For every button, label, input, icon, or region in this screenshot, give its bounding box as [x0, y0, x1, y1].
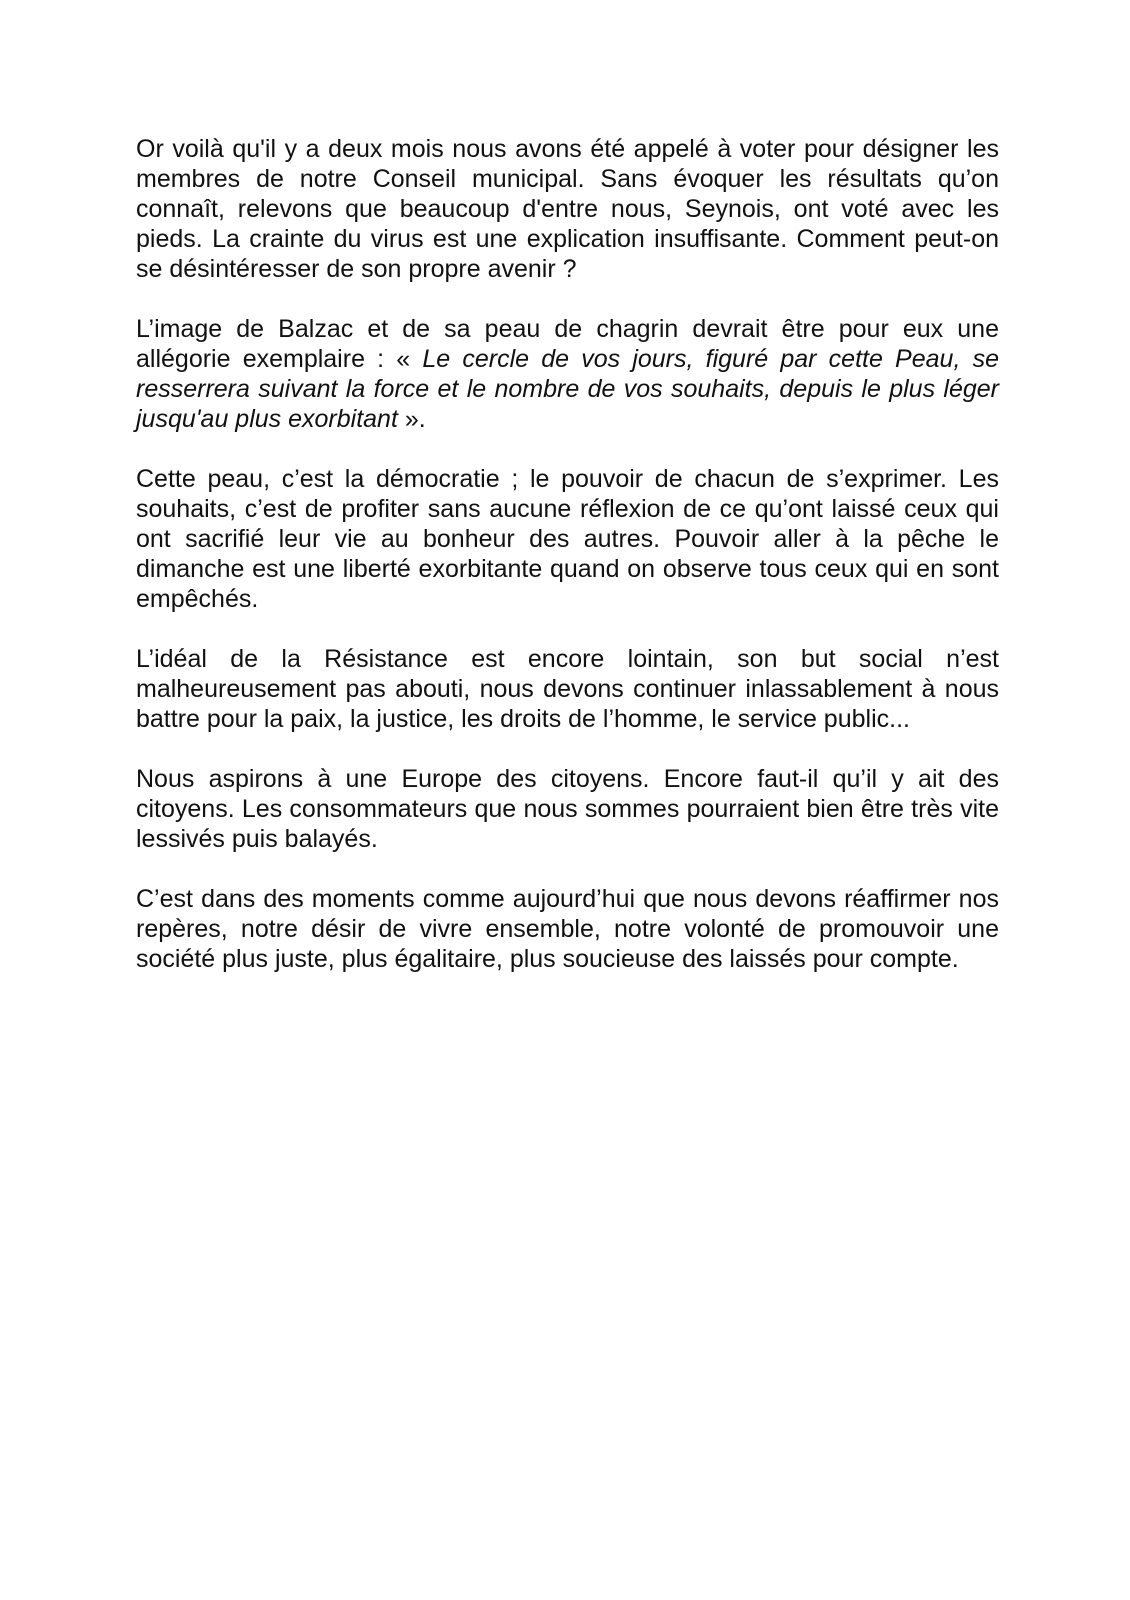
paragraph-conclusion: C’est dans des moments comme aujourd’hui que nous devons réaffirmer nos repères, notre désir de vivre ensemble, notre volonté de promouvoir une société plus juste, plus égalitaire, plus soucieuse des laissés pour compte. [136, 885, 999, 973]
paragraph-resistance: L’idéal de la Résistance est encore lointain, son but social n’est malheureusement pas abouti, nous devons continuer inlassablement à nous battre pour la paix, la justice, les droits de l’homme, le service public... [136, 645, 999, 733]
paragraph-europe: Nous aspirons à une Europe des citoyens. Encore faut-il qu’il y ait des citoyens. Les consommateurs que nous sommes pourraient bien être très vite lessivés puis balayés. [136, 765, 999, 853]
paragraph-balzac-intro: L’image de Balzac et de sa peau de chagrin devrait être pour eux une allégorie exemplaire : « [136, 315, 999, 373]
document-body [136, 134, 999, 974]
balzac-quote: Le cercle de vos jours, figuré par cette Peau, se resserrera suivant la force et le nombre de vos souhaits, depuis le plus léger jusqu'au plus exorbitant [136, 345, 999, 433]
paragraph-vote: Or voilà qu'il y a deux mois nous avons été appelé à voter pour désigner les membres de notre Conseil municipal. Sans évoquer les résultats qu’on connaît, relevons que beaucoup d'entre nous, Seynois, ont voté avec les pieds. La crainte du virus est une explication insuffisante. Comment peut-on se désintéresser de son propre avenir ? [136, 135, 999, 283]
paragraph-balzac-close: ». [397, 405, 426, 433]
paragraph-democratie: Cette peau, c’est la démocratie ; le pouvoir de chacun de s’exprimer. Les souhaits, c’est de profiter sans aucune réflexion de ce qu’ont laissé ceux qui ont sacrifié leur vie au bonheur des autres. Pouvoir aller à la pêche le dimanche est une liberté exorbitante quand on observe tous ceux qui en sont empêchés. [136, 465, 999, 613]
paragraph-balzac [136, 314, 999, 434]
